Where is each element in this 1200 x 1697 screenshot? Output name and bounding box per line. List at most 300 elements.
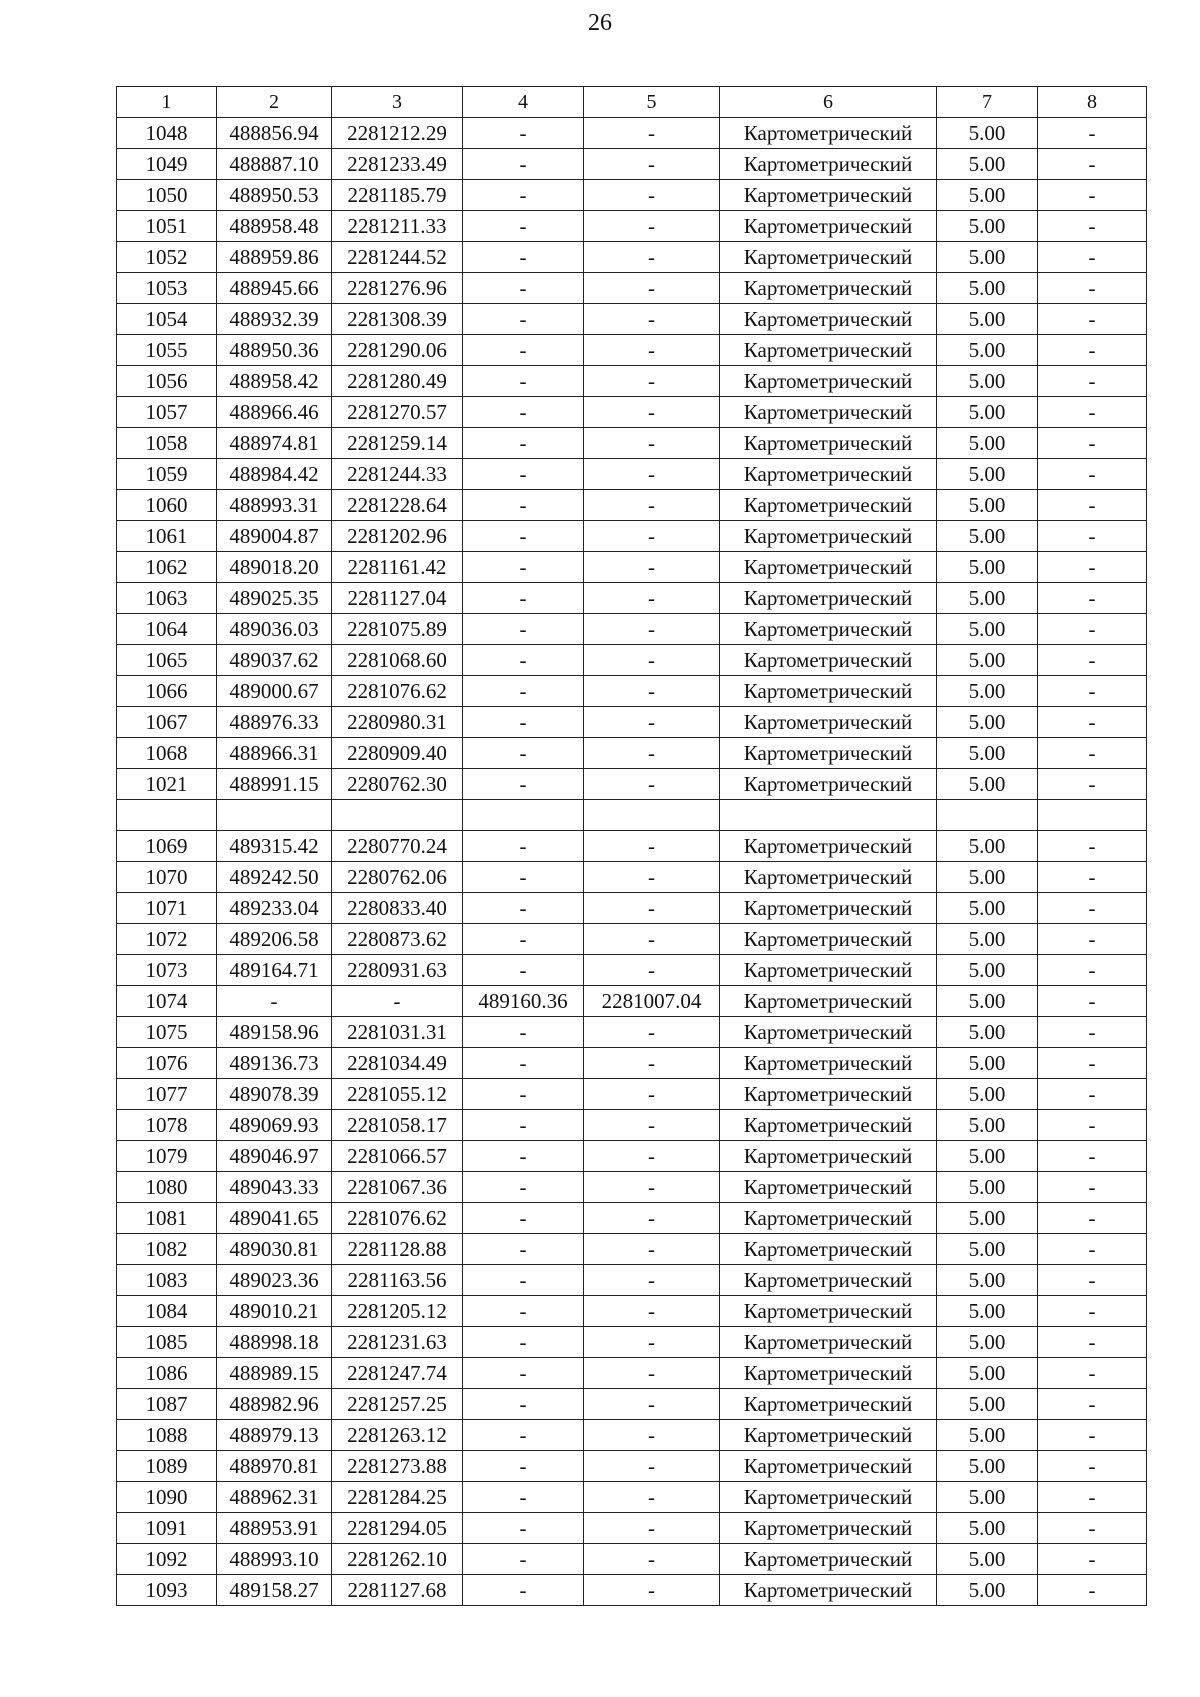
column-5-cell: - [584,924,720,955]
x-coordinate-cell: 489242.50 [217,862,332,893]
column-8-cell: - [1038,1451,1147,1482]
x-coordinate-cell: 489000.67 [217,676,332,707]
column-8-cell: - [1038,1482,1147,1513]
accuracy-cell: 5.00 [937,862,1038,893]
column-8-cell: - [1038,459,1147,490]
y-coordinate-cell: 2280833.40 [332,893,463,924]
table-row [117,273,1147,304]
point-number-cell: 1021 [117,769,217,800]
column-5-cell: - [584,1389,720,1420]
method-cell: Картометрический [720,1358,937,1389]
y-coordinate-cell: 2281280.49 [332,366,463,397]
column-4-cell: - [463,1327,584,1358]
x-coordinate-cell: 488993.31 [217,490,332,521]
x-coordinate-cell: 488932.39 [217,304,332,335]
x-coordinate-cell: 489023.36 [217,1265,332,1296]
column-4-cell: - [463,1017,584,1048]
column-5-cell: - [584,893,720,924]
table-row [117,676,1147,707]
point-number-cell: 1082 [117,1234,217,1265]
column-4-cell: - [463,1141,584,1172]
method-cell: Картометрический [720,583,937,614]
table-row [117,118,1147,149]
table-row [117,242,1147,273]
method-cell: Картометрический [720,1296,937,1327]
column-8-cell: - [1038,118,1147,149]
point-number-cell: 1048 [117,118,217,149]
column-5-cell: - [584,521,720,552]
column-8-cell: - [1038,769,1147,800]
column-5-cell: - [584,1358,720,1389]
column-5-cell: - [584,1110,720,1141]
coordinates-table [116,86,1147,1606]
column-5-cell: - [584,862,720,893]
y-coordinate-cell: 2281244.33 [332,459,463,490]
table-row [117,1017,1147,1048]
column-5-cell: - [584,738,720,769]
method-cell: Картометрический [720,1327,937,1358]
x-coordinate-cell: 489041.65 [217,1203,332,1234]
column-4-cell: - [463,1048,584,1079]
column-4-cell: - [463,211,584,242]
column-header: 3 [332,87,463,118]
table-row [117,1420,1147,1451]
column-5-cell: - [584,583,720,614]
y-coordinate-cell: 2281163.56 [332,1265,463,1296]
method-cell: Картометрический [720,924,937,955]
point-number-cell: 1049 [117,149,217,180]
y-coordinate-cell: 2281211.33 [332,211,463,242]
y-coordinate-cell: 2280770.24 [332,831,463,862]
column-4-cell: - [463,1420,584,1451]
method-cell: Картометрический [720,707,937,738]
column-4-cell [463,800,584,831]
column-5-cell: - [584,242,720,273]
accuracy-cell: 5.00 [937,1296,1038,1327]
column-4-cell: - [463,1265,584,1296]
column-8-cell: - [1038,1079,1147,1110]
method-cell: Картометрический [720,676,937,707]
point-number-cell [117,800,217,831]
column-8-cell: - [1038,304,1147,335]
column-4-cell: - [463,552,584,583]
column-8-cell: - [1038,1296,1147,1327]
y-coordinate-cell: 2280873.62 [332,924,463,955]
column-8-cell: - [1038,521,1147,552]
column-4-cell: - [463,1389,584,1420]
x-coordinate-cell: 488856.94 [217,118,332,149]
x-coordinate-cell: 488984.42 [217,459,332,490]
accuracy-cell: 5.00 [937,149,1038,180]
method-cell: Картометрический [720,1079,937,1110]
table-row [117,149,1147,180]
x-coordinate-cell: 489158.96 [217,1017,332,1048]
column-8-cell: - [1038,831,1147,862]
column-5-cell: - [584,1296,720,1327]
column-5-cell: - [584,273,720,304]
y-coordinate-cell: 2280931.63 [332,955,463,986]
column-4-cell: - [463,676,584,707]
column-header: 2 [217,87,332,118]
column-4-cell: - [463,1513,584,1544]
x-coordinate-cell: 489043.33 [217,1172,332,1203]
column-5-cell: - [584,831,720,862]
accuracy-cell: 5.00 [937,1017,1038,1048]
accuracy-cell: 5.00 [937,273,1038,304]
point-number-cell: 1060 [117,490,217,521]
accuracy-cell: 5.00 [937,1079,1038,1110]
column-8-cell: - [1038,707,1147,738]
x-coordinate-cell: 488950.36 [217,335,332,366]
method-cell: Картометрический [720,366,937,397]
point-number-cell: 1064 [117,614,217,645]
column-header: 4 [463,87,584,118]
x-coordinate-cell: 489069.93 [217,1110,332,1141]
point-number-cell: 1051 [117,211,217,242]
table-row [117,1451,1147,1482]
method-cell: Картометрический [720,986,937,1017]
accuracy-cell [937,800,1038,831]
method-cell: Картометрический [720,614,937,645]
column-8-cell: - [1038,180,1147,211]
y-coordinate-cell: 2281259.14 [332,428,463,459]
accuracy-cell: 5.00 [937,335,1038,366]
table-row [117,397,1147,428]
y-coordinate-cell: 2280980.31 [332,707,463,738]
column-4-cell: - [463,1296,584,1327]
point-number-cell: 1084 [117,1296,217,1327]
column-4-cell: - [463,304,584,335]
y-coordinate-cell: 2281276.96 [332,273,463,304]
column-5-cell: - [584,1513,720,1544]
column-8-cell: - [1038,335,1147,366]
y-coordinate-cell: 2281205.12 [332,1296,463,1327]
column-4-cell: 489160.36 [463,986,584,1017]
table-row [117,645,1147,676]
column-4-cell: - [463,366,584,397]
column-4-cell: - [463,1110,584,1141]
table-row [117,831,1147,862]
column-4-cell: - [463,707,584,738]
column-4-cell: - [463,893,584,924]
column-header: 1 [117,87,217,118]
column-4-cell: - [463,924,584,955]
method-cell: Картометрический [720,428,937,459]
accuracy-cell: 5.00 [937,645,1038,676]
point-number-cell: 1052 [117,242,217,273]
column-8-cell: - [1038,1327,1147,1358]
column-4-cell: - [463,1451,584,1482]
column-5-cell: - [584,1482,720,1513]
y-coordinate-cell: 2281284.25 [332,1482,463,1513]
method-cell: Картометрический [720,335,937,366]
x-coordinate-cell: 489025.35 [217,583,332,614]
x-coordinate-cell: 488974.81 [217,428,332,459]
table-row [117,1141,1147,1172]
column-5-cell [584,800,720,831]
y-coordinate-cell: 2281263.12 [332,1420,463,1451]
point-number-cell: 1073 [117,955,217,986]
column-8-cell: - [1038,862,1147,893]
method-cell: Картометрический [720,862,937,893]
table-row [117,521,1147,552]
table-row [117,1048,1147,1079]
y-coordinate-cell: 2281270.57 [332,397,463,428]
x-coordinate-cell: - [217,986,332,1017]
method-cell: Картометрический [720,1420,937,1451]
table-row [117,490,1147,521]
x-coordinate-cell: 489078.39 [217,1079,332,1110]
page-number: 26 [588,10,612,36]
column-4-cell: - [463,521,584,552]
column-5-cell: - [584,118,720,149]
table-row [117,955,1147,986]
column-5-cell: - [584,1265,720,1296]
y-coordinate-cell: 2281066.57 [332,1141,463,1172]
table-body [117,118,1147,1606]
y-coordinate-cell: 2281212.29 [332,118,463,149]
column-5-cell: - [584,707,720,738]
point-number-cell: 1085 [117,1327,217,1358]
column-8-cell: - [1038,1110,1147,1141]
column-8-cell: - [1038,583,1147,614]
accuracy-cell: 5.00 [937,1544,1038,1575]
point-number-cell: 1058 [117,428,217,459]
y-coordinate-cell: 2281233.49 [332,149,463,180]
x-coordinate-cell: 488991.15 [217,769,332,800]
accuracy-cell: 5.00 [937,1358,1038,1389]
x-coordinate-cell: 488966.46 [217,397,332,428]
point-number-cell: 1072 [117,924,217,955]
x-coordinate-cell: 488958.42 [217,366,332,397]
x-coordinate-cell: 489046.97 [217,1141,332,1172]
column-8-cell: - [1038,490,1147,521]
x-coordinate-cell: 488982.96 [217,1389,332,1420]
method-cell: Картометрический [720,1203,937,1234]
column-5-cell: - [584,645,720,676]
method-cell: Картометрический [720,1265,937,1296]
method-cell: Картометрический [720,304,937,335]
column-8-cell: - [1038,986,1147,1017]
accuracy-cell: 5.00 [937,459,1038,490]
column-8-cell: - [1038,273,1147,304]
column-5-cell: - [584,1079,720,1110]
method-cell: Картометрический [720,1110,937,1141]
table-row [117,769,1147,800]
column-4-cell: - [463,273,584,304]
method-cell: Картометрический [720,1048,937,1079]
table-row [117,862,1147,893]
y-coordinate-cell: 2281202.96 [332,521,463,552]
point-number-cell: 1081 [117,1203,217,1234]
y-coordinate-cell: 2281034.49 [332,1048,463,1079]
point-number-cell: 1091 [117,1513,217,1544]
table-row [117,1327,1147,1358]
point-number-cell: 1079 [117,1141,217,1172]
table-header-row [117,87,1147,118]
column-4-cell: - [463,1203,584,1234]
x-coordinate-cell: 489010.21 [217,1296,332,1327]
column-4-cell: - [463,1358,584,1389]
table-row [117,924,1147,955]
column-4-cell: - [463,583,584,614]
table-row [117,1234,1147,1265]
column-5-cell: - [584,614,720,645]
column-5-cell: - [584,304,720,335]
table-row [117,707,1147,738]
column-5-cell: - [584,459,720,490]
column-4-cell: - [463,738,584,769]
point-number-cell: 1087 [117,1389,217,1420]
table-row [117,1296,1147,1327]
column-4-cell: - [463,490,584,521]
x-coordinate-cell: 488959.86 [217,242,332,273]
x-coordinate-cell: 488958.48 [217,211,332,242]
y-coordinate-cell: 2280762.06 [332,862,463,893]
y-coordinate-cell: 2281076.62 [332,676,463,707]
table-row [117,366,1147,397]
accuracy-cell: 5.00 [937,1048,1038,1079]
column-4-cell: - [463,242,584,273]
accuracy-cell: 5.00 [937,242,1038,273]
x-coordinate-cell: 489136.73 [217,1048,332,1079]
column-4-cell: - [463,831,584,862]
table-row [117,335,1147,366]
accuracy-cell: 5.00 [937,366,1038,397]
method-cell [720,800,937,831]
column-8-cell: - [1038,1513,1147,1544]
accuracy-cell: 5.00 [937,118,1038,149]
x-coordinate-cell: 488979.13 [217,1420,332,1451]
column-5-cell: - [584,1234,720,1265]
x-coordinate-cell: 488970.81 [217,1451,332,1482]
column-8-cell: - [1038,397,1147,428]
point-number-cell: 1054 [117,304,217,335]
table-row [117,1358,1147,1389]
table-row [117,304,1147,335]
point-number-cell: 1089 [117,1451,217,1482]
x-coordinate-cell: 489233.04 [217,893,332,924]
x-coordinate-cell: 489164.71 [217,955,332,986]
y-coordinate-cell: 2281262.10 [332,1544,463,1575]
point-number-cell: 1074 [117,986,217,1017]
point-number-cell: 1083 [117,1265,217,1296]
method-cell: Картометрический [720,1141,937,1172]
column-4-cell: - [463,118,584,149]
y-coordinate-cell: 2281127.04 [332,583,463,614]
accuracy-cell: 5.00 [937,1172,1038,1203]
column-header: 7 [937,87,1038,118]
point-number-cell: 1070 [117,862,217,893]
x-coordinate-cell: 488989.15 [217,1358,332,1389]
column-8-cell: - [1038,924,1147,955]
accuracy-cell: 5.00 [937,428,1038,459]
column-8-cell: - [1038,242,1147,273]
point-number-cell: 1068 [117,738,217,769]
accuracy-cell: 5.00 [937,1575,1038,1606]
column-5-cell: - [584,1203,720,1234]
x-coordinate-cell [217,800,332,831]
column-5-cell: - [584,1141,720,1172]
point-number-cell: 1059 [117,459,217,490]
column-5-cell: - [584,490,720,521]
column-8-cell: - [1038,1172,1147,1203]
table-row [117,1265,1147,1296]
table-row [117,893,1147,924]
method-cell: Картометрический [720,552,937,583]
x-coordinate-cell: 489030.81 [217,1234,332,1265]
y-coordinate-cell: 2281058.17 [332,1110,463,1141]
column-5-cell: 2281007.04 [584,986,720,1017]
method-cell: Картометрический [720,118,937,149]
point-number-cell: 1050 [117,180,217,211]
table-row [117,459,1147,490]
column-8-cell: - [1038,1048,1147,1079]
y-coordinate-cell: 2281228.64 [332,490,463,521]
method-cell: Картометрический [720,242,937,273]
accuracy-cell: 5.00 [937,1420,1038,1451]
method-cell: Картометрический [720,521,937,552]
accuracy-cell: 5.00 [937,1482,1038,1513]
accuracy-cell: 5.00 [937,769,1038,800]
column-header: 5 [584,87,720,118]
column-5-cell: - [584,149,720,180]
accuracy-cell: 5.00 [937,397,1038,428]
point-number-cell: 1067 [117,707,217,738]
column-8-cell: - [1038,676,1147,707]
column-4-cell: - [463,1575,584,1606]
accuracy-cell: 5.00 [937,924,1038,955]
point-number-cell: 1065 [117,645,217,676]
method-cell: Картометрический [720,1389,937,1420]
table-row [117,1172,1147,1203]
method-cell: Картометрический [720,1575,937,1606]
column-5-cell: - [584,1451,720,1482]
accuracy-cell: 5.00 [937,831,1038,862]
method-cell: Картометрический [720,893,937,924]
accuracy-cell: 5.00 [937,180,1038,211]
point-number-cell: 1053 [117,273,217,304]
accuracy-cell: 5.00 [937,1265,1038,1296]
column-8-cell: - [1038,366,1147,397]
x-coordinate-cell: 489158.27 [217,1575,332,1606]
y-coordinate-cell: 2281075.89 [332,614,463,645]
point-number-cell: 1057 [117,397,217,428]
column-5-cell: - [584,1048,720,1079]
point-number-cell: 1055 [117,335,217,366]
accuracy-cell: 5.00 [937,893,1038,924]
table-row [117,614,1147,645]
table-row [117,1389,1147,1420]
column-4-cell: - [463,1234,584,1265]
y-coordinate-cell: 2280909.40 [332,738,463,769]
column-8-cell: - [1038,645,1147,676]
table-row [117,1110,1147,1141]
table-row [117,180,1147,211]
method-cell: Картометрический [720,211,937,242]
column-8-cell: - [1038,1017,1147,1048]
y-coordinate-cell: 2281273.88 [332,1451,463,1482]
column-5-cell: - [584,1544,720,1575]
column-5-cell: - [584,397,720,428]
column-5-cell: - [584,1420,720,1451]
x-coordinate-cell: 488950.53 [217,180,332,211]
y-coordinate-cell: 2281244.52 [332,242,463,273]
table-row [117,1575,1147,1606]
point-number-cell: 1090 [117,1482,217,1513]
column-5-cell: - [584,366,720,397]
method-cell: Картометрический [720,180,937,211]
